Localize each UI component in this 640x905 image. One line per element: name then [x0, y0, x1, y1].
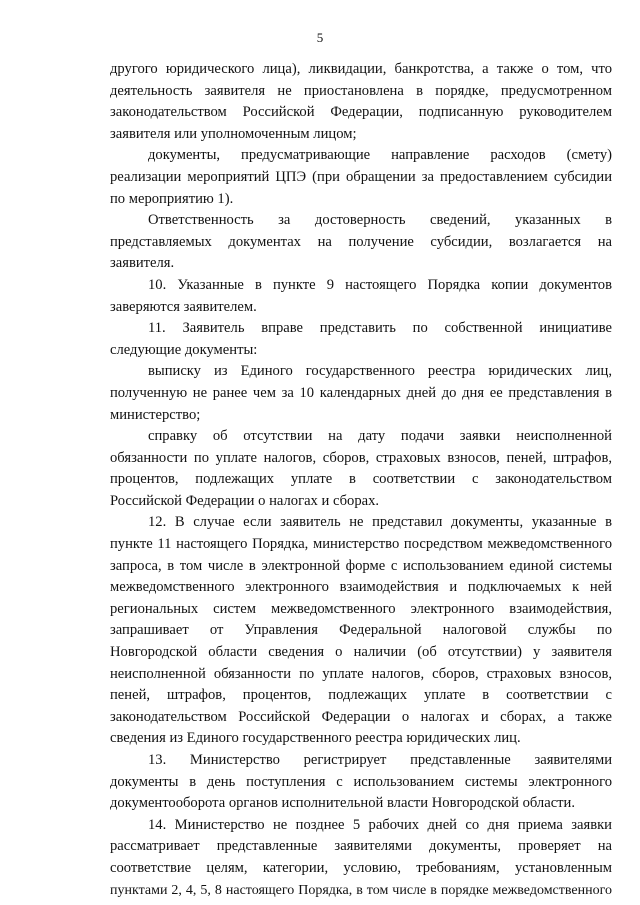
text-line: министерство;	[110, 406, 201, 423]
text-line: законодательством Российской Федерации, подписанную руководителем	[110, 104, 612, 121]
text-line: обязанности по уплате налогов, сборов, страховых взносов, пеней, штрафов,	[110, 449, 612, 466]
text-line: представляемых документах на получение субсидии, возлагается на	[110, 233, 612, 250]
text-line: по мероприятию 1).	[110, 190, 234, 207]
text-line: другого юридического лица), ликвидации, банкротства, а также о том, что	[110, 61, 612, 77]
text-line: заявителя.	[110, 255, 175, 272]
text-line: пеней, штрафов, процентов, подлежащих уплате в соответствии с	[110, 687, 612, 704]
text-line: соответствие целям, категории, условию, требованиям, установленным	[110, 859, 612, 876]
text-line: Новгородской области сведения о наличии (об отсутствии) у заявителя	[110, 644, 612, 661]
text-line: запрашивает от Управления Федеральной налоговой службы по	[110, 622, 612, 639]
page-number: 5	[316, 30, 324, 45]
text-line: законодательством Российской Федерации о налогах и сборах, а также	[110, 708, 612, 725]
text-line: документы, предусматривающие направление расходов (смету)	[148, 147, 612, 164]
text-line: полученную не ранее чем за 10 календарных дней до дня ее представления в	[110, 384, 612, 401]
text-line: неисполненной обязанности по уплате налогов, сборов, страховых взносов,	[110, 665, 612, 682]
text-line: 13. Министерство регистрирует представленные заявителями	[148, 752, 612, 768]
text-line: Российской Федерации о налогах и сборах.	[110, 492, 380, 509]
text-line: заверяются заявителем.	[110, 298, 257, 315]
text-line: деятельность заявителя не приостановлена в порядке, предусмотренном	[110, 82, 612, 99]
text-line: пунктами 2, 4, 5, 8 настоящего Порядка, в том числе в порядке межведомственного	[110, 882, 612, 898]
text-line: пункте 11 настоящего Порядка, министерство посредством межведомственного	[110, 536, 612, 553]
text-line: региональных систем межведомственного электронного взаимодействия,	[110, 600, 612, 617]
text-line: документооборота органов исполнительной власти Новгородской области.	[110, 795, 576, 812]
text-line: 12. В случае если заявитель не представил документы, указанные в	[148, 514, 612, 531]
text-line: выписку из Единого государственного реестра юридических лиц,	[148, 363, 612, 380]
text-line: запроса, в том числе в электронной форме с использованием единой системы	[110, 557, 612, 574]
text-line: справку об отсутствии на дату подачи заявки неисполненной	[148, 428, 612, 445]
text-line: рассматривает представленные заявителями документы, проверяет на	[110, 838, 612, 855]
text-line: документы в день поступления с использованием системы электронного	[110, 773, 612, 790]
text-line: реализации мероприятий ЦПЭ (при обращении за предоставлением субсидии	[110, 168, 612, 185]
text-line: 11. Заявитель вправе представить по собственной инициативе	[148, 320, 612, 337]
text-line: межведомственного электронного взаимодействия и подключаемых к ней	[110, 579, 612, 596]
document-body	[110, 59, 612, 901]
text-line: заявителя или уполномоченным лицом;	[110, 125, 357, 142]
text-line: следующие документы:	[110, 341, 258, 358]
text-line: Ответственность за достоверность сведений, указанных в	[148, 212, 612, 229]
text-line: 14. Министерство не позднее 5 рабочих дней со дня приема заявки	[148, 816, 612, 833]
text-line: сведения из Единого государственного реестра юридических лиц.	[110, 730, 521, 747]
text-line: 10. Указанные в пункте 9 настоящего Порядка копии документов	[148, 276, 612, 293]
text-line: процентов, подлежащих уплате в соответствии с законодательством	[110, 471, 612, 488]
